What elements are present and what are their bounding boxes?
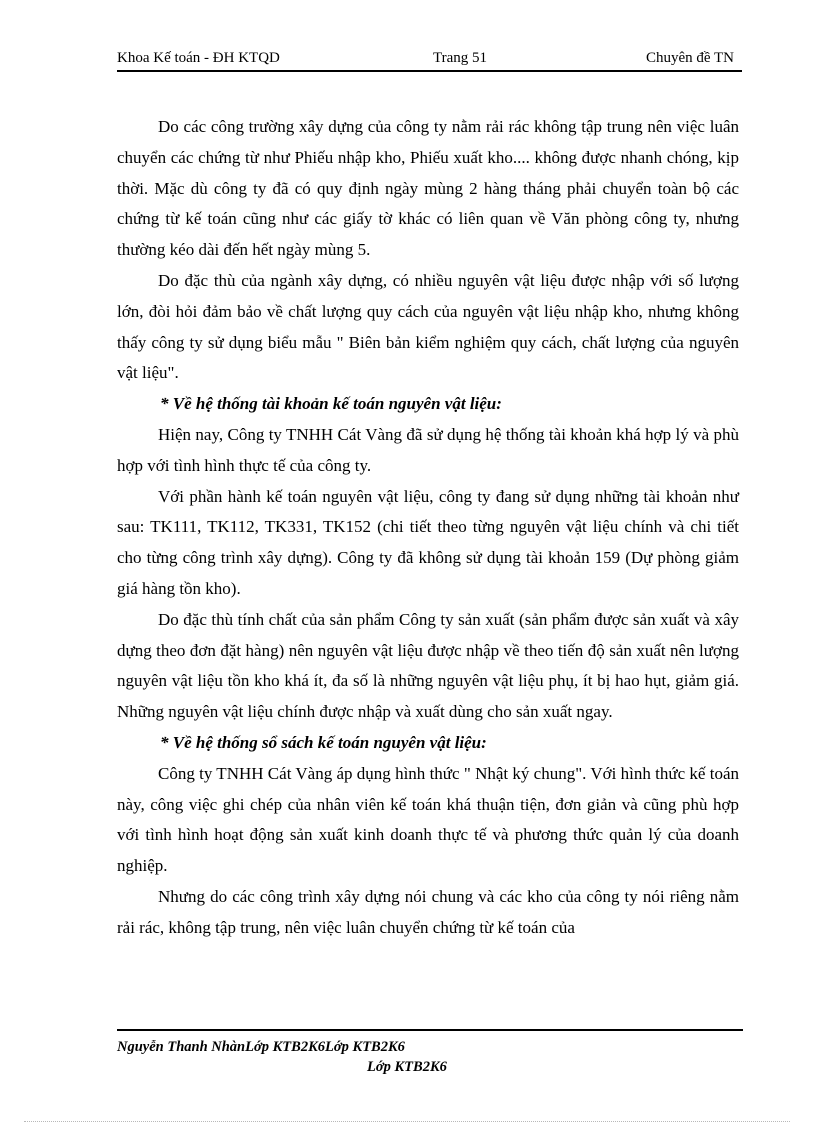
footer-class: Lớp KTB2K6 [367, 1059, 447, 1075]
paragraph-document-flow: Do các công trường xây dựng của công ty nằm rải rác không tập trung nên việc luân chuyển các chứng từ như Phiếu nhập kho, Phiếu xuất kho.... không được nhanh chóng, kịp thời. Mặc dù công ty đã có quy định ngày mùng 2 hàng tháng phải chuyển toàn bộ các chứng từ kế toán cũng như các giấy tờ khác có liên quan về Văn phòng công ty, nhưng thường kéo dài đến hết ngày mùng 5. [117, 117, 739, 260]
page-bottom-edge [24, 1121, 790, 1122]
footer-author: Nguyễn Thanh NhànLớp KTB2K6Lớp KTB2K6 [117, 1039, 405, 1055]
page-footer [117, 1037, 447, 1077]
paragraph-accounts-used: Với phần hành kế toán nguyên vật liệu, công ty đang sử dụng những tài khoản như sau: TK111, TK112, TK331, TK152 (chi tiết theo từng nguyên vật liệu chính và chi tiết cho từng công trình xây dựng). Công ty đã không sử dụng tài khoản 159 (Dự phòng giảm giá hàng tồn kho). [117, 486, 739, 598]
paragraph-account-system: Hiện nay, Công ty TNHH Cát Vàng đã sử dụng hệ thống tài khoản khá hợp lý và phù hợp với tình hình thực tế của công ty. [117, 424, 739, 475]
paragraph-document-transfer: Nhưng do các công trình xây dựng nói chung và các kho của công ty nói riêng nằm rải rác, không tập trung, nên việc luân chuyển chứng từ kế toán của [117, 886, 739, 937]
paragraph-inventory: Do đặc thù tính chất của sản phẩm Công ty sản xuất (sản phẩm được sản xuất và xây dựng theo đơn đặt hàng) nên nguyên vật liệu được nhập về theo tiến độ sản xuất nên lượng nguyên vật liệu tồn kho khá ít, đa số là những nguyên vật liệu phụ, ít bị hao hụt, giảm giá. Những nguyên vật liệu chính được nhập và xuất dùng cho sản xuất ngay. [117, 609, 739, 722]
header-page-number: Trang 51 [433, 50, 488, 66]
section-heading-books: * Về hệ thống sổ sách kế toán nguyên vật liệu: [160, 732, 487, 752]
paragraph-quality-check: Do đặc thù của ngành xây dựng, có nhiều nguyên vật liệu được nhập với số lượng lớn, đòi hỏi đảm bảo về chất lượng quy cách của nguyên vật liệu nhập kho, nhưng không thấy công ty sử dụng biểu mẫu " Biên bản kiểm nghiệm quy cách, chất lượng của nguyên vật liệu". [117, 270, 739, 383]
paragraph-journal-form: Công ty TNHH Cát Vàng áp dụng hình thức " Nhật ký chung". Với hình thức kế toán này, công việc ghi chép của nhân viên kế toán khá thuận tiện, đơn giản và cũng phù hợp với tình hình hoạt động sản xuất kinh doanh thực tế và phương thức quản lý của doanh nghiệp. [117, 763, 739, 876]
header-document-type: Chuyên đề TN [645, 50, 734, 66]
section-heading-accounts: * Về hệ thống tài khoản kế toán nguyên vật liệu: [160, 394, 502, 414]
page-header [117, 48, 742, 70]
header-faculty: Khoa Kế toán - ĐH KTQD [117, 50, 280, 66]
document-body [117, 112, 739, 944]
header-divider [117, 70, 742, 72]
footer-divider [117, 1029, 743, 1031]
